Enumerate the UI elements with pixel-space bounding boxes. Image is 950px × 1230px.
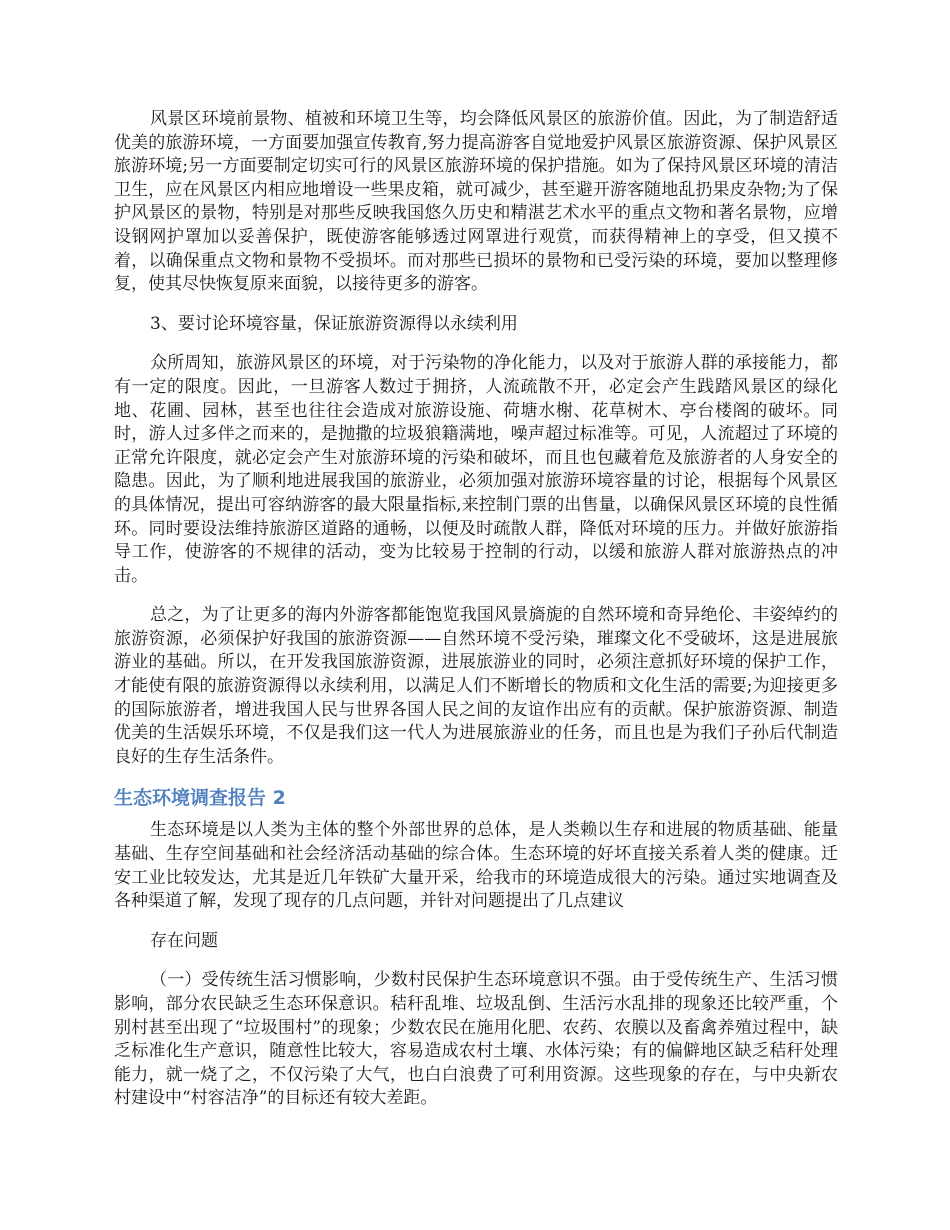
paragraph: （一）受传统生活习惯影响，少数村民保护生态环境意识不强。由于受传统生产、生活习惯影响，部分农民缺乏生态环保意识。秸秆乱堆、垃圾乱倒、生活污水乱排的现象还比较严重，个别村甚至出现了“垃圾围村”的现象；少数农民在施用化肥、农药、农膜以及畜禽养殖过程中，缺乏标准化生产意识，随意性比较大，容易造成农村土壤、水体污染；有的偏僻地区缺乏秸秆处理能力，就一烧了之，不仅污染了大气，也白白浪费了可利用资源。这些现象的存在，与中央新农村建设中“村容洁净”的目标还有较大差距。 [114,970,838,1109]
paragraph: 众所周知，旅游风景区的环境，对于污染物的净化能力，以及对于旅游人群的承接能力，都有一定的限度。因此，一旦游客人数过于拥挤，人流疏散不开，必定会产生践踏风景区的绿化地、花圃、园林，甚至也往往会造成对旅游设施、荷塘水榭、花草树木、亭台楼阁的破坏。同时，游人过多伴之而来的，是抛撒的垃圾狼籍满地，噪声超过标准等。可见，人流超过了环境的正常允许限度，就必定会产生对旅游环境的污染和破坏，而且也包藏着危及旅游者的人身安全的隐患。因此，为了顺利地进展我国的旅游业，必须加强对旅游环境容量的讨论，根据每个风景区的具体情况，提出可容纳游客的最大限量指标,来控制门票的出售量，以确保风景区环境的良性循环。同时要设法维持旅游区道路的通畅，以便及时疏散人群，降低对环境的压力。并做好旅游指导工作，使游客的不规律的活动，变为比较易于控制的行动，以缓和旅游人群对旅游热点的冲击。 [114,353,838,586]
paragraph: 3、要讨论环境容量，保证旅游资源得以永续利用 [150,313,518,334]
paragraph: 生态环境是以人类为主体的整个外部世界的总体，是人类赖以生存和进展的物质基础、能量基础、生存空间基础和社会经济活动基础的综合体。生态环境的好坏直接关系着人类的健康。迁安工业比较发达，尤其是近几年铁矿大量开采，给我市的环境造成很大的污染。通过实地调查及各种渠道了解，发现了现存的几点问题，并针对问题提出了几点建议 [114,820,838,912]
document-page [114,108,838,1127]
paragraph: 风景区环境前景物、植被和环境卫生等，均会降低风景区的旅游价值。因此，为了制造舒适优美的旅游环境，一方面要加强宣传教育,努力提高游客自觉地爱护风景区旅游资源、保护风景区旅游环境;另一方面要制定切实可行的风景区旅游环境的保护措施。如为了保持风景区环境的清洁卫生，应在风景区内相应地增设一些果皮箱，就可减少，甚至避开游客随地乱扔果皮杂物;为了保护风景区的景物，特别是对那些反映我国悠久历史和精湛艺术水平的重点文物和著名景物，应增设钢网护罩加以妥善保护，既使游客能够透过网罩进行观赏，而获得精神上的享受，但又摸不着，以确保重点文物和景物不受损坏。而对那些已损坏的景物和已受污染的环境，要加以整理修复，使其尽快恢复原来面貌，以接待更多的游客。 [114,109,838,295]
paragraph: 存在问题 [150,930,218,951]
paragraph: 总之，为了让更多的海内外游客都能饱览我国风景旖旎的自然环境和奇异绝伦、丰姿绰约的旅游资源，必须保护好我国的旅游资源——自然环境不受污染，璀璨文化不受破坏，这是进展旅游业的基础。所以，在开发我国旅游资源，进展旅游业的同时，必须注意抓好环境的保护工作，才能使有限的旅游资源得以永续利用，以满足人们不断增长的物质和文化生活的需要;为迎接更多的国际旅游者，增进我国人民与世界各国人民之间的友谊作出应有的贡献。保护旅游资源、制造优美的生活娱乐环境，不仅是我们这一代人为进展旅游业的任务，而且也是为我们子孙后代制造良好的生存生活条件。 [114,605,838,767]
section-heading: 生态环境调查报告 2 [114,787,286,810]
